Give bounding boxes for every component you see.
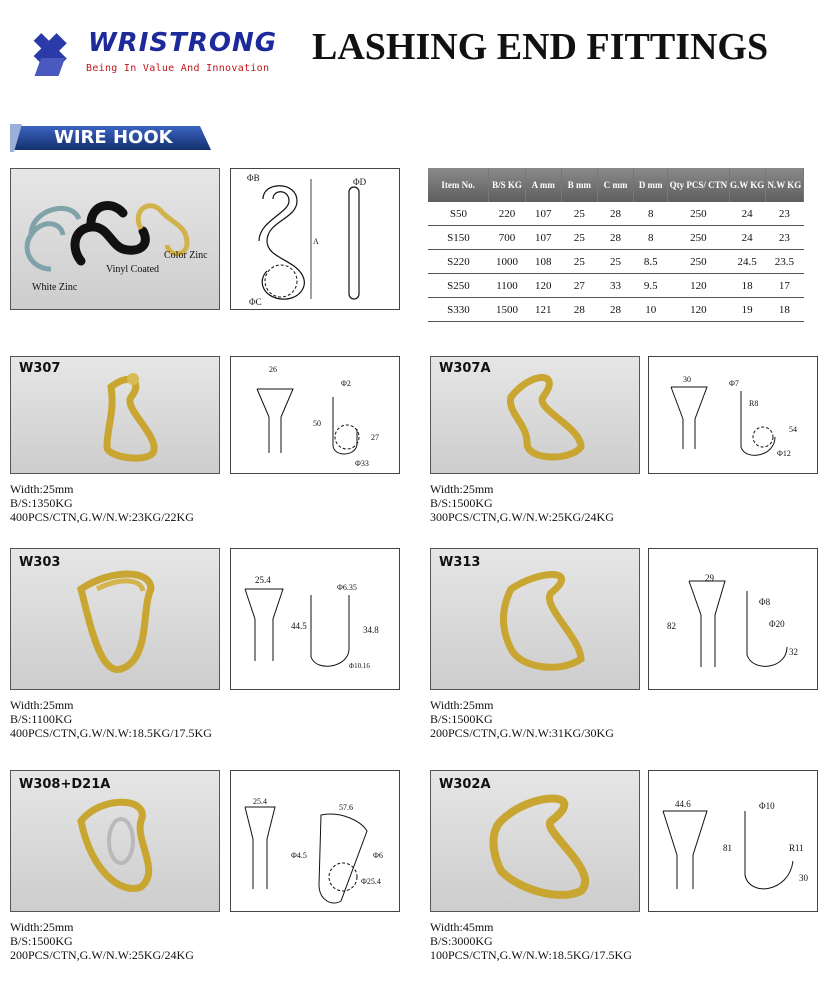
table-cell: 107 (525, 226, 561, 250)
table-cell: 17 (765, 274, 803, 298)
hook-photo-icon (431, 771, 639, 911)
dim-label: 32 (789, 647, 798, 657)
spec-breaking-strength: B/S:1350KG (10, 496, 73, 510)
table-row (428, 202, 804, 226)
table-cell: 8 (634, 202, 668, 226)
dim-label: 81 (723, 843, 732, 853)
table-cell: 8.5 (634, 250, 668, 274)
table-cell: 19 (729, 298, 765, 322)
product-code: W313 (439, 555, 481, 570)
hook-photo-icon (11, 549, 219, 689)
dim-label: Φ10.16 (349, 662, 370, 670)
table-cell: 23 (765, 226, 803, 250)
table-cell: 10 (634, 298, 668, 322)
table-cell: 23 (765, 202, 803, 226)
section-title: WIRE HOOK (54, 127, 173, 148)
dim-label: 26 (269, 365, 277, 374)
dim-label: ΦD (353, 177, 367, 187)
technical-drawing (649, 357, 817, 473)
dim-label: Φ6.35 (337, 583, 357, 592)
table-cell: 120 (525, 274, 561, 298)
dim-label: Φ4.5 (291, 851, 307, 860)
dim-label: 54 (789, 425, 797, 434)
table-header: A mm (525, 168, 561, 202)
spec-packing: 100PCS/CTN,G.W/N.W:18.5KG/17.5KG (430, 948, 632, 962)
dim-label: 82 (667, 621, 676, 631)
product-drawing-w307 (230, 356, 400, 474)
product-drawing-w303 (230, 548, 400, 690)
product-photo-w302a (430, 770, 640, 912)
dim-label: Φ6 (373, 851, 383, 860)
spec-packing: 200PCS/CTN,G.W/N.W:31KG/30KG (430, 726, 614, 740)
dim-label: 30 (683, 375, 691, 384)
table-cell: 28 (597, 202, 633, 226)
dim-label: ΦC (249, 297, 262, 307)
table-cell: 250 (668, 202, 729, 226)
dim-label: 34.8 (363, 625, 379, 635)
table-header: G.W KG (729, 168, 765, 202)
table-cell: 28 (561, 298, 597, 322)
dim-label: 44.5 (291, 621, 307, 631)
dim-label: Φ25.4 (361, 877, 381, 886)
caption-white-zinc: White Zinc (32, 282, 78, 293)
table-header: C mm (597, 168, 633, 202)
dim-label: Φ33 (355, 459, 369, 468)
table-cell: 27 (561, 274, 597, 298)
spec-breaking-strength: B/S:1500KG (10, 934, 73, 948)
table-row (428, 298, 804, 322)
table-cell: 25 (561, 226, 597, 250)
product-code: W308+D21A (19, 777, 111, 792)
table-cell: 24 (729, 202, 765, 226)
dim-label: Φ20 (769, 619, 785, 629)
table-row (428, 274, 804, 298)
dim-label: 44.6 (675, 799, 691, 809)
table-cell: 121 (525, 298, 561, 322)
table-cell: 250 (668, 250, 729, 274)
spec-packing: 400PCS/CTN,G.W/N.W:18.5KG/17.5KG (10, 726, 212, 740)
spec-breaking-strength: B/S:1100KG (10, 712, 73, 726)
table-cell: S330 (428, 298, 489, 322)
s-hook-spec-table (428, 168, 804, 322)
caption-color-zinc: Color Zinc (164, 250, 208, 261)
product-drawing-w302a (648, 770, 818, 912)
table-cell: S220 (428, 250, 489, 274)
spec-width: Width:25mm (10, 920, 74, 934)
spec-packing: 300PCS/CTN,G.W/N.W:25KG/24KG (430, 510, 614, 524)
table-header: Item No. (428, 168, 489, 202)
spec-width: Width:25mm (10, 482, 74, 496)
table-cell: 33 (597, 274, 633, 298)
table-cell: 18 (729, 274, 765, 298)
dim-label: 50 (313, 419, 321, 428)
dim-label: R11 (789, 843, 804, 853)
table-cell: 24.5 (729, 250, 765, 274)
table-cell: 28 (597, 226, 633, 250)
table-cell: 1100 (489, 274, 525, 298)
dim-label: Φ7 (729, 379, 739, 388)
technical-drawing (231, 549, 399, 689)
table-cell: 1000 (489, 250, 525, 274)
logo-icon (22, 28, 84, 80)
dim-label: 25.4 (255, 575, 271, 585)
table-cell: S150 (428, 226, 489, 250)
hook-photo-icon (431, 357, 639, 473)
table-row (428, 226, 804, 250)
table-header: D mm (634, 168, 668, 202)
product-drawing-w313 (648, 548, 818, 690)
product-photo-w307 (10, 356, 220, 474)
hook-photo-icon (431, 549, 639, 689)
dim-label: Φ8 (759, 597, 771, 607)
spec-width: Width:45mm (430, 920, 494, 934)
table-cell: S250 (428, 274, 489, 298)
table-header: Qty PCS/ CTN (668, 168, 729, 202)
table-cell: 250 (668, 226, 729, 250)
table-header: B mm (561, 168, 597, 202)
table-row (428, 250, 804, 274)
product-photo-w308-d21a (10, 770, 220, 912)
spec-packing: 200PCS/CTN,G.W/N.W:25KG/24KG (10, 948, 194, 962)
page-title: LASHING END FITTINGS (312, 26, 769, 68)
product-code: W307A (439, 361, 491, 376)
spec-breaking-strength: B/S:1500KG (430, 496, 493, 510)
spec-packing: 400PCS/CTN,G.W/N.W:23KG/22KG (10, 510, 194, 524)
dim-label: A (313, 237, 319, 246)
dim-label: ΦB (247, 173, 260, 183)
table-cell: 8 (634, 226, 668, 250)
table-cell: 18 (765, 298, 803, 322)
product-photo-w313 (430, 548, 640, 690)
product-code: W302A (439, 777, 491, 792)
table-cell: 28 (597, 298, 633, 322)
brand-name: WRISTRONG (88, 28, 278, 58)
table-cell: 1500 (489, 298, 525, 322)
dim-label: Φ12 (777, 449, 791, 458)
product-drawing-w307a (648, 356, 818, 474)
spec-width: Width:25mm (430, 482, 494, 496)
spec-width: Width:25mm (10, 698, 74, 712)
table-header: B/S KG (489, 168, 525, 202)
table-cell: 25 (597, 250, 633, 274)
dim-label: 29 (705, 573, 714, 583)
product-code: W303 (19, 555, 61, 570)
table-cell: 25 (561, 202, 597, 226)
dim-label: Φ10 (759, 801, 775, 811)
table-cell: 120 (668, 274, 729, 298)
dim-label: 30 (799, 873, 808, 883)
product-photo-w303 (10, 548, 220, 690)
product-drawing-w308-d21a (230, 770, 400, 912)
dim-label: R8 (749, 399, 759, 408)
brand-tagline: Being In Value And Innovation (86, 63, 270, 74)
table-cell: 120 (668, 298, 729, 322)
technical-drawing (231, 771, 399, 911)
dim-label: 25.4 (253, 797, 267, 806)
table-cell: 220 (489, 202, 525, 226)
spec-breaking-strength: B/S:3000KG (430, 934, 493, 948)
table-cell: 9.5 (634, 274, 668, 298)
dim-label: 27 (371, 433, 379, 442)
spec-width: Width:25mm (430, 698, 494, 712)
technical-drawing (231, 357, 399, 473)
table-cell: 107 (525, 202, 561, 226)
table-cell: 25 (561, 250, 597, 274)
product-code: W307 (19, 361, 61, 376)
table-header-row (428, 168, 804, 202)
table-cell: 23.5 (765, 250, 803, 274)
table-cell: 700 (489, 226, 525, 250)
s-hook-drawing (230, 168, 400, 310)
dim-label: Φ2 (341, 379, 351, 388)
table-cell: S50 (428, 202, 489, 226)
dim-label: 57.6 (339, 803, 353, 812)
spec-breaking-strength: B/S:1500KG (430, 712, 493, 726)
table-cell: 24 (729, 226, 765, 250)
table-cell: 108 (525, 250, 561, 274)
table-header: N.W KG (765, 168, 803, 202)
caption-vinyl-coated: Vinyl Coated (106, 264, 160, 275)
hook-photo-icon (11, 771, 219, 911)
product-photo-w307a (430, 356, 640, 474)
hook-photo-icon (11, 357, 219, 473)
